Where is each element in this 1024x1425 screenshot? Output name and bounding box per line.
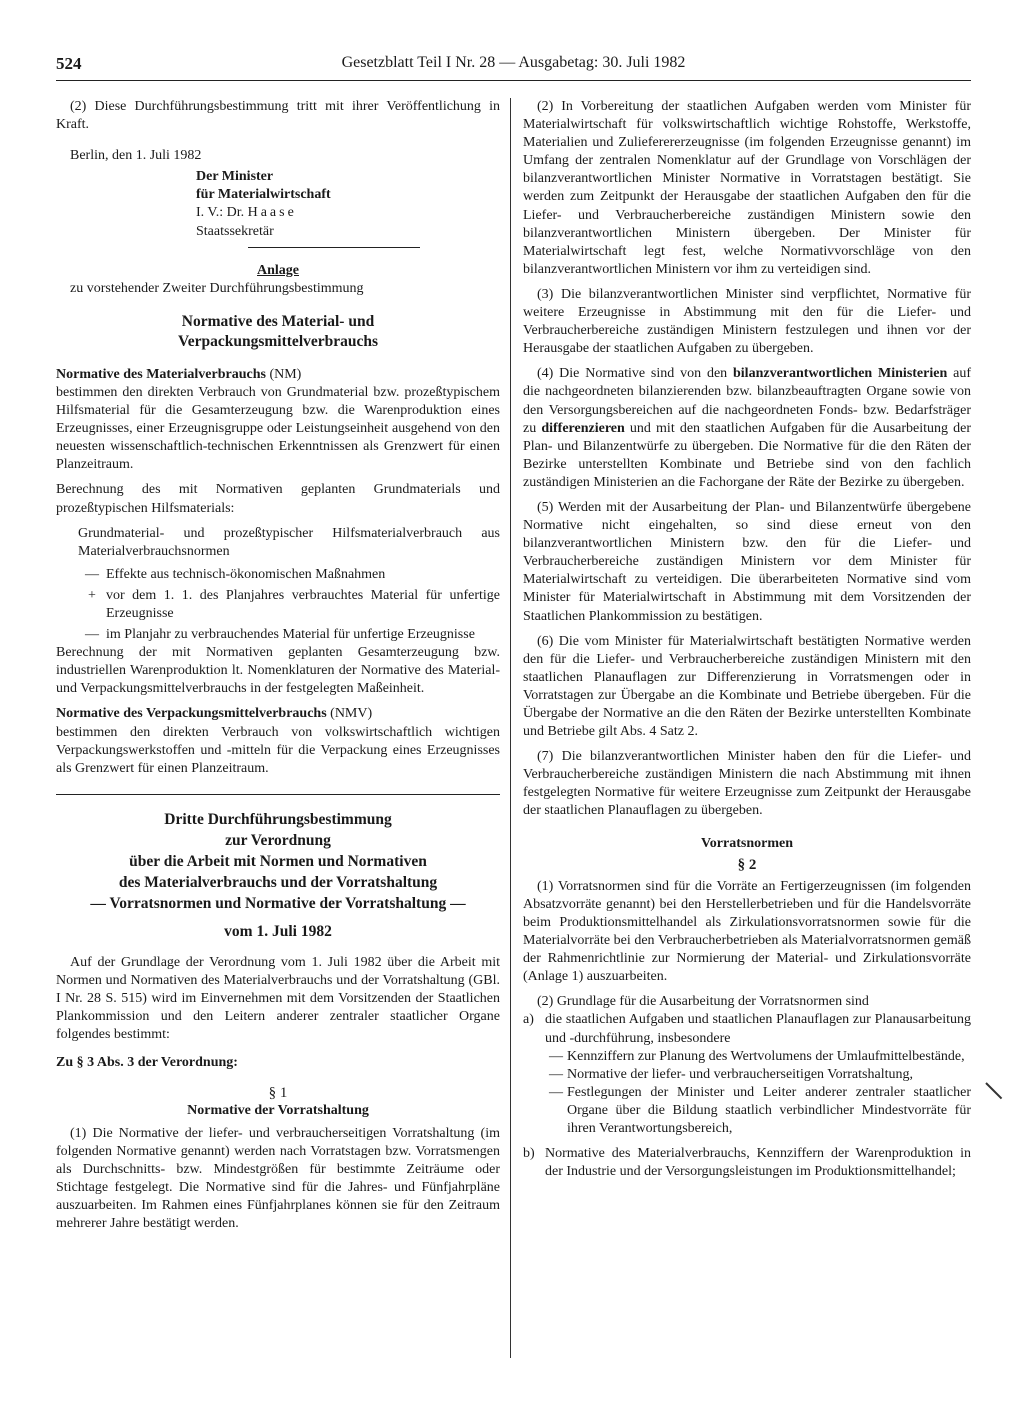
nm-section: Normative des Materialverbrauchs (NM) bbox=[56, 366, 302, 382]
left-column bbox=[56, 98, 500, 1233]
list-item: — Normative der liefer- und verbraucherseitigen Vorratshaltung, bbox=[549, 1066, 913, 1082]
signature-rule bbox=[248, 247, 420, 248]
calculation-2: Berechnung der mit Normativen geplanten Gesamterzeugung bzw. industriellen Warenproduktion lt. Nomenklaturen der Normative des Material- und Verpackungsmittelverbrauchs in der festgelegten Maßeinheit. bbox=[56, 645, 500, 697]
header-rule bbox=[56, 80, 971, 81]
preamble: Auf der Grundlage der Verordnung vom 1. Juli 1982 über die Arbeit mit Normen und Normativen des Materialverbrauchs und der Vorratshaltung (GBl. I Nr. 28 S. 515) wird im Einvernehmen mit dem Vorsitzenden der Staatlichen Plankommission und den Leitern anderer zentraler staatlicher Organe folgendes bestimmt: bbox=[56, 954, 500, 1043]
paragraph-1-text: (1) Die Normative der liefer- und verbraucherseitigen Vorratshaltung (im folgenden Normative genannt) werden nach Vorratstagen bzw. Vorratsmengen als Durchschnitts- bzw. Mindestgrößen für bestimmte Zeiträume oder Stichtage festgelegt. Die Normative sind für die Jahres- und Fünfjahrpläne auszuarbeiten. Im Rahmen eines Fünfjahrplanes können sie für den Zeitraum mehrerer Jahre bestätigt werden. bbox=[56, 1125, 500, 1232]
paragraph-1-title: Normative der Vorratshaltung bbox=[187, 1103, 369, 1119]
anlage-subtitle: zu vorstehender Zweiter Durchführungsbestimmung bbox=[70, 280, 364, 296]
calculation-list bbox=[78, 566, 500, 644]
calculation-1-sub: Grundmaterial- und prozeßtypischer Hilfsmaterialverbrauch aus Materialverbrauchsnormen bbox=[78, 525, 500, 559]
anlage-title: Anlage bbox=[257, 262, 299, 278]
nmv-text: bestimmen den direkten Verbrauch von volkswirtschaftlich wichtigen Verpackungswerkstoffen und -mitteln für die Verpackung eines Erzeugnisses als Grenzwert für einen Planzeitraum. bbox=[56, 724, 500, 776]
list-item: — Kennziffern zur Planung des Wertvolumens der Umlaufmittelbestände, bbox=[549, 1048, 965, 1064]
section-rule bbox=[56, 794, 500, 795]
paragraph-2-number: § 2 bbox=[737, 856, 757, 873]
page-number: 524 bbox=[56, 54, 82, 73]
signature-name: I. V.: Dr. Haase bbox=[196, 205, 297, 221]
dritte-title: Dritte Durchführungsbestimmung zur Verordnung über die Arbeit mit Normen und Normativen des Materialverbrauchs und der Vorratshaltung — Vorratsnormen und Normative der Vorratshaltung — bbox=[90, 810, 466, 912]
margin-stroke bbox=[985, 1082, 1002, 1099]
nmv-section: Normative des Verpackungsmittelverbrauchs (NMV) bbox=[56, 706, 373, 722]
place-date: Berlin, den 1. Juli 1982 bbox=[70, 148, 202, 164]
paragraph-1-5: (5) Werden mit der Ausarbeitung der Plan- und Bilanzentwürfe übergebene Normative nicht eingehalten, so sind diese erneut von den bilanzverantwortlichen Ministern bzw. den für die Liefer- und Verbraucherbereiche zuständigen Ministern vor dem Minister für Materialwirtschaft zu verteidigen. Die überarbeiteten Normative sind vom Minister für Materialwirtschaft in Abstimmung mit dem Vorsitzenden der Staatlichen Plankommission zu bestätigen. bbox=[523, 499, 971, 624]
dritte-date: vom 1. Juli 1982 bbox=[224, 922, 332, 940]
signature-title-1: Der Minister bbox=[196, 169, 274, 185]
list-item-b: b) Normative des Materialverbrauchs, Kennziffern der Warenproduktion in der Industrie und der Versorgungsleistungen im Produktionsmittelhandel; bbox=[523, 1146, 971, 1180]
paragraph-intro: (2) Diese Durchführungsbestimmung tritt mit ihrer Veröffentlichung in Kraft. bbox=[56, 99, 500, 133]
list-item: — Effekte aus technisch-ökonomischen Maßnahmen bbox=[85, 566, 386, 582]
list-item-a: a) die staatlichen Aufgaben und staatlichen Planauflagen zur Planausarbeitung und -durchführung, insbesondere — Kennziffern zur Planung des Wertvolumens der Umlaufmittelbestände, — Normative der liefer- und verbraucherseitigen Vorratshaltung, — Festlegungen der Minister und Leiter anderer zentraler staatlicher Organe über die Bildung staatlich verbindlicher Mindestvorräte für ihren Verantwortungsbereich, bbox=[523, 1011, 971, 1138]
vorratsnormen-title: Vorratsnormen bbox=[700, 835, 794, 851]
paragraph-1-6: (6) Die vom Minister für Materialwirtschaft bestätigten Normative werden den für die Liefer- und Verbraucherbereiche zuständigen Ministern mit den staatlichen Planauflagen zur Differenzierung in Vorratsmengen oder in Vorratstagen zur Übergabe an die Kombinate und Betriebe übergeben. Für die Übergabe der Normative an die den Räten der Bezirke unterstellten Kombinate und Betriebe gilt Abs. 4 Satz 2. bbox=[523, 633, 971, 740]
paragraph-1-2: (2) In Vorbereitung der staatlichen Aufgaben werden vom Minister für Materialwirtschaft für volkswirtschaftlich wichtige Rohstoffe, Werkstoffe, Materialien und Zulieferererzeugnisse (im folgenden Erzeugnisse genannt) im Umfang der zentralen Nomenklatur auf der Grundlage von Vorschlägen der bilanzverantwortlichen Minister Normative in Vorratstagen bestätigt. Sie werden zum Zeitpunkt der Herausgabe der staatlichen Aufgaben den für die Liefer- und Verbraucherbereiche zuständigen Ministern sowie den bilanzverantwortlichen Ministern übergeben. Der Minister für Materialwirtschaft legt fest, welche Normativvorschläge von den bilanzverantwortlichen Ministern vor ihm zu verteidigen sind. bbox=[523, 99, 971, 277]
running-title: Gesetzblatt Teil I Nr. 28 — Ausgabetag: 30. Juli 1982 bbox=[341, 54, 686, 71]
list-item: + vor dem 1. 1. des Planjahres verbrauchtes Material für unfertige Erzeugnisse bbox=[88, 587, 500, 621]
right-column bbox=[523, 98, 971, 1181]
column-divider bbox=[510, 98, 511, 1358]
paragraph-1-number: § 1 bbox=[268, 1085, 288, 1102]
signature-block bbox=[56, 168, 500, 240]
nm-text: bestimmen den direkten Verbrauch von Grundmaterial bzw. prozeßtypischem Hilfsmaterial für die Gesamterzeugung bzw. die Warenproduktion eines Erzeugnisses, einer Erzeugnisgruppe oder Leistungseinheit ausgehend von den neuesten wissenschaftlich-technischen Erkenntnissen als Grenzwert für einen Planzeitraum. bbox=[56, 384, 500, 473]
calculation-1: Berechnung des mit Normativen geplanten Grundmaterials und prozeßtypischen Hilfsmaterials: bbox=[56, 482, 500, 516]
list-item: — Festlegungen der Minister und Leiter anderer zentraler staatlicher Organe über die Bildung staatlich verbindlicher Mindestvorräte für ihren Verantwortungsbereich, bbox=[549, 1084, 971, 1136]
zu-paragraph: Zu § 3 Abs. 3 der Verordnung: bbox=[56, 1055, 238, 1071]
signature-role: Staatssekretär bbox=[196, 223, 274, 239]
list-item: — im Planjahr zu verbrauchendes Material für unfertige Erzeugnisse bbox=[85, 627, 475, 643]
normative-title: Normative des Material- und Verpackungsmittelverbrauchs bbox=[177, 312, 379, 350]
paragraph-2-2: (2) Grundlage für die Ausarbeitung der Vorratsnormen sind bbox=[537, 994, 869, 1010]
paragraph-1-3: (3) Die bilanzverantwortlichen Minister sind verpflichtet, Normative für weitere Erzeugnisse in Abstimmung mit den für die Liefer- und Verbraucherbereiche zuständigen Ministern festzulegen und ihnen vor der Herausgabe der staatlichen Aufgaben zu übergeben. bbox=[523, 286, 971, 357]
paragraph-1-4: (4) Die Normative sind von den bilanzverantwortlichen Ministerien auf die nachgeordneten bilanzierenden bzw. bilanzbeauftragten Organe sowie von den Versorgungsbereichen auf die nachgeordneten Fonds- bzw. Bedarfsträger zu differenzieren und mit den staatlichen Aufgaben für die Ausarbeitung der Plan- und Bilanzentwürfe zu übergeben. Die Normative für die den Räten der Bezirke unterstellten Kombinate und Betriebe sind von den fachlich zuständigen Ministerien an die Fachorgane der Räte der Bezirke zu übergeben. bbox=[523, 366, 971, 490]
page-header bbox=[56, 54, 971, 80]
paragraph-2-1: (1) Vorratsnormen sind für die Vorräte an Fertigerzeugnissen (im folgenden Absatzvorräte genannt) bei den Herstellerbetrieben und für die Handelsvorräte beim Produktionsmittelhandel als Zirkulationsvorratsnormen sowie für die Materialvorräte bei den Verbraucherbetrieben als Materialvorratsnormen gemäß der Rahmenrichtlinie zur Normierung der Material- und Zirkulationsvorräte (Anlage 1) auszuarbeiten. bbox=[523, 878, 971, 985]
paragraph-1-7: (7) Die bilanzverantwortlichen Minister haben den für die Liefer- und Verbraucherbereiche zuständigen Ministern die nach Abstimmung mit ihnen festgelegten Normative für weitere Erzeugnisse zum Zeitpunkt der Herausgabe der staatlichen Planauflagen zu übergeben. bbox=[523, 749, 971, 819]
signature-title-2: für Materialwirtschaft bbox=[196, 187, 331, 203]
